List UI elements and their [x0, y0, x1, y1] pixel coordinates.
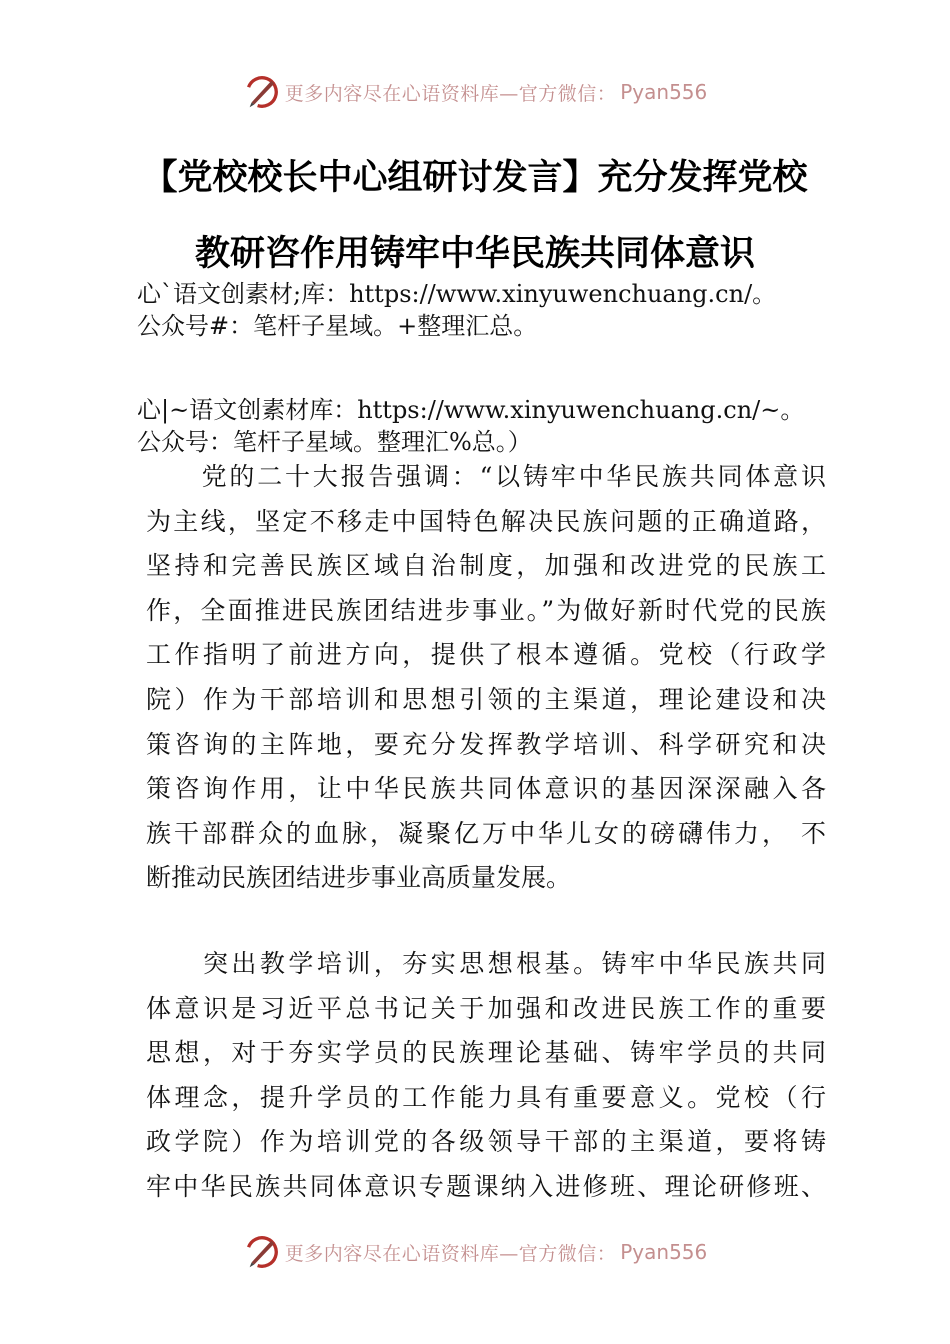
paragraph-line: 牢中华民族共同体意识专题课纳入进修班、理论研修班、 [146, 1171, 826, 1201]
paragraph-line: 党的二十大报告强调：“以铸牢中华民族共同体意识 [146, 462, 826, 491]
paragraph-line: 政学院）作为培训党的各级领导干部的主渠道，要将铸 [146, 1127, 826, 1157]
source-note-1-line-1: 心`语文创素材;库：https://www.xinyuwenchuang.cn/。 [137, 280, 777, 308]
paragraph-line: 工作指明了前进方向，提供了根本遵循。党校（行政学 [146, 640, 826, 670]
paragraph-line: 策咨询作用，让中华民族共同体意识的基因深深融入各 [146, 774, 826, 804]
header-watermark-banner [0, 70, 950, 114]
paragraph-line: 作，全面推进民族团结进步事业。”为做好新时代党的民族 [146, 595, 826, 625]
paragraph-line: 族干部群众的血脉，凝聚亿万中华儿女的磅礴伟力， 不 [146, 818, 826, 848]
pen-logo-icon [243, 73, 281, 111]
paragraph-line: 思想，对于夯实学员的民族理论基础、铸牢学员的共同 [146, 1038, 826, 1068]
footer-banner-handle: Pyan556 [620, 1240, 708, 1264]
source-note-2 [137, 394, 837, 458]
body-paragraph-1 [146, 455, 826, 901]
source-note-1 [137, 278, 837, 342]
source-note-2-line-2: 公众号：笔杆子星域。整理汇%总。） [137, 428, 532, 456]
pen-logo-icon [243, 1233, 281, 1271]
source-note-2-line-1: 心|~语文创素材库：https://www.xinyuwenchuang.cn/~。 [137, 396, 805, 424]
paragraph-line: 断推动民族团结进步事业高质量发展。 [146, 863, 572, 893]
footer-watermark-banner [0, 1230, 950, 1274]
paragraph-line: 体理念，提升学员的工作能力具有重要意义。党校（行 [146, 1082, 826, 1112]
document-title-line-1: 【党校校长中心组研讨发言】充分发挥党校 [142, 158, 808, 198]
paragraph-line: 策咨询的主阵地，要充分发挥教学培训、科学研究和决 [146, 729, 826, 759]
document-title-line-2: 教研咨作用铸牢中华民族共同体意识 [194, 234, 755, 274]
header-banner-text: 更多内容尽在心语资料库—官方微信： [284, 82, 617, 105]
paragraph-line: 体意识是习近平总书记关于加强和改进民族工作的重要 [146, 993, 826, 1023]
paragraph-line: 为主线，坚定不移走中国特色解决民族问题的正确道路， [146, 506, 826, 536]
paragraph-line: 突出教学培训，夯实思想根基。铸牢中华民族共同 [146, 949, 826, 978]
paragraph-line: 院）作为干部培训和思想引领的主渠道，理论建设和决 [146, 684, 826, 714]
body-paragraph-2 [146, 942, 826, 1210]
source-note-1-line-2: 公众号#：笔杆子星域。+整理汇总。 [137, 312, 538, 340]
footer-banner-text: 更多内容尽在心语资料库—官方微信： [284, 1242, 617, 1265]
header-banner-handle: Pyan556 [620, 80, 708, 104]
paragraph-line: 坚持和完善民族区域自治制度，加强和改进党的民族工 [146, 551, 826, 581]
